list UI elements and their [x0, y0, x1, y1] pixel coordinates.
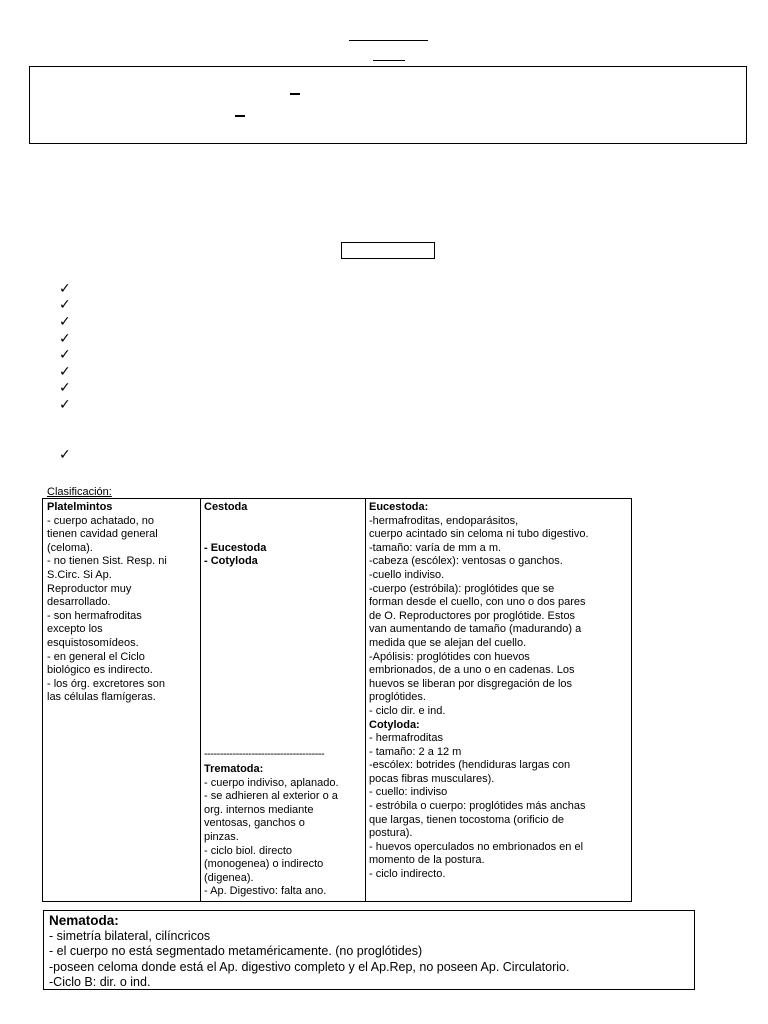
header-box-mark-2	[235, 115, 245, 117]
cell-line: esquistosomídeos.	[47, 636, 139, 649]
cell-line: pinzas.	[204, 830, 239, 843]
cell-line: biológico es indirecto.	[47, 664, 153, 677]
checkmark-icon: ✓	[59, 447, 71, 463]
column-divider	[200, 499, 201, 901]
nematoda-box	[43, 910, 695, 990]
cell-line: - el cuerpo no está segmentado metaméricamente. (no proglótides)	[49, 944, 423, 958]
cell-line: -Ciclo B: dir. o ind.	[49, 975, 151, 989]
cell-line: que largas, tienen tocostoma (orificio de	[369, 813, 565, 826]
cell-line: - ciclo biol. directo	[204, 844, 293, 857]
cell-line: -poseen celoma donde está el Ap. digestivo completo y el Ap.Rep, no poseen Ap. Circulatorio.	[49, 959, 570, 974]
cell-line: - Ap. Digestivo: falta ano.	[204, 885, 327, 898]
cell-line: S.Circ. Si Ap.	[47, 568, 112, 581]
cell-line: - cuerpo achatado, no	[47, 514, 155, 527]
cell-line: - hermafroditas	[369, 732, 443, 745]
cell-line: Reproductor muy	[47, 582, 132, 595]
cell-line: - se adhieren al exterior o a	[204, 790, 338, 803]
cell-line: - ciclo dir. e ind.	[369, 704, 446, 717]
cell-line: -hermafroditas, endoparásitos,	[369, 514, 519, 527]
cell-line: -cuerpo (estróbila): proglótides que se	[369, 582, 555, 595]
classification-table	[42, 498, 632, 902]
cestoda-subgroup: - Cotyloda	[204, 555, 258, 568]
cell-line: medida que se alejan del cuello.	[369, 636, 527, 649]
trematoda-heading: Trematoda:	[204, 763, 264, 775]
cell-line: (monogenea) o indirecto	[204, 858, 324, 871]
cell-line: - cuello: indiviso	[369, 786, 448, 799]
subtitle-underline	[373, 60, 405, 61]
cell-line: - estróbila o cuerpo: proglótides más anchas	[369, 800, 586, 813]
nematoda-heading: Nematoda:	[49, 913, 119, 928]
checkmark-icon: ✓	[59, 331, 71, 347]
checkmark-icon: ✓	[59, 380, 71, 396]
platelmintos-heading: Platelmintos	[47, 501, 113, 513]
cotyloda-heading: Cotyloda:	[369, 718, 420, 731]
checkmark-icon: ✓	[59, 364, 71, 380]
cell-line: momento de la postura.	[369, 854, 485, 867]
cell-line: - en general el Ciclo	[47, 650, 145, 663]
cell-line: huevos se liberan por disgregación de los	[369, 677, 573, 690]
cell-line: org. internos mediante	[204, 803, 314, 816]
cell-line: - son hermafroditas	[47, 609, 142, 622]
cell-line: - los órg. excretores son	[47, 677, 165, 690]
cell-line: ventosas, ganchos o	[204, 817, 305, 830]
cell-line: -tamaño: varía de mm a m.	[369, 541, 502, 554]
cestoda-subgroup: - Eucestoda	[204, 541, 267, 554]
platelmintos-cell	[47, 501, 197, 705]
cell-line: - ciclo indirecto.	[369, 868, 446, 881]
cell-line: pocas fibras musculares).	[369, 772, 495, 785]
cell-line: - huevos operculados no embrionados en el	[369, 840, 584, 853]
checkmark-icon: ✓	[59, 297, 71, 313]
cell-line: -cuello indiviso.	[369, 568, 445, 581]
checkmark-icon: ✓	[59, 397, 71, 413]
cell-line: desarrollado.	[47, 596, 111, 609]
eucestoda-cell	[369, 501, 631, 882]
classification-caption: Clasificación:	[47, 486, 112, 498]
cell-line: postura).	[369, 827, 413, 840]
header-box	[29, 66, 747, 144]
cell-line: proglótides.	[369, 691, 426, 704]
cell-line: cuerpo acintado sin celoma ni tubo digestivo.	[369, 528, 589, 541]
eucestoda-heading: Eucestoda:	[369, 501, 429, 513]
cell-line: -cabeza (escólex): ventosas o ganchos.	[369, 555, 563, 568]
cell-line: -escólex: botrides (hendiduras largas con	[369, 759, 571, 772]
cell-line: - no tienen Sist. Resp. ni	[47, 555, 167, 568]
cell-line: las células flamígeras.	[47, 691, 156, 704]
cestoda-cell	[204, 501, 362, 569]
cell-line: de O. Reproductores por proglótide. Estos	[369, 609, 576, 622]
trematoda-cell	[204, 763, 362, 899]
cell-line: tienen cavidad general	[47, 528, 158, 541]
column-divider	[365, 499, 366, 901]
checkmark-icon: ✓	[59, 347, 71, 363]
cell-line: - cuerpo indiviso, aplanado.	[204, 776, 339, 789]
cell-line: - simetría bilateral, cilíncricos	[49, 928, 211, 943]
cell-line: van aumentando de tamaño (madurando) a	[369, 623, 582, 636]
cell-line: -Apólisis: proglótides con huevos	[369, 650, 530, 663]
cell-line: excepto los	[47, 623, 103, 636]
cell-line: - tamaño: 2 a 12 m	[369, 745, 462, 758]
section-label-box	[341, 242, 435, 259]
cell-line: embrionados, de a uno o en cadenas. Los	[369, 664, 575, 677]
cell-line: (celoma).	[47, 541, 93, 554]
title-underline	[349, 40, 428, 41]
checkmark-icon: ✓	[59, 314, 71, 330]
cell-line: (digenea).	[204, 871, 254, 884]
header-box-mark-1	[290, 93, 300, 95]
cestoda-heading: Cestoda	[204, 501, 248, 513]
checkmark-icon: ✓	[59, 281, 71, 297]
cestoda-separator: --------------------------------------	[204, 748, 325, 760]
cell-line: forman desde el cuello, con uno o dos pares	[369, 596, 586, 609]
